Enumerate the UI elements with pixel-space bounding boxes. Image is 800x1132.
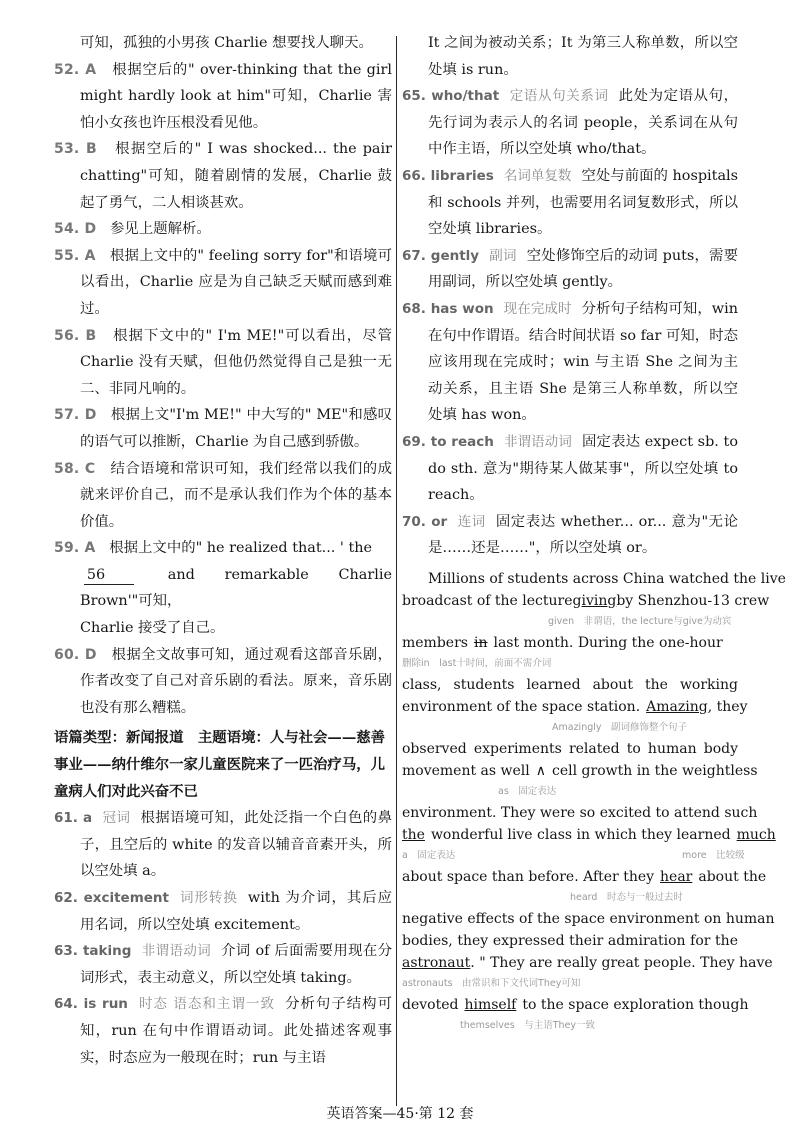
error-word: giving <box>572 592 617 609</box>
essay-line: class, students learned about the working <box>402 676 738 693</box>
continued-text: It 之间为被动关系；It 为第三人称单数，所以空处填 is run。 <box>428 35 738 78</box>
answer-57: 57. D 根据上文"I'm ME!" 中大写的" ME"和感叹的语气可以推断，Charlie 为自己感到骄傲。 <box>54 407 393 450</box>
essay-line: about space than before. After they hear about the <box>402 866 738 888</box>
essay-line: negative effects of the space environment on human <box>402 910 775 927</box>
answer-60: 60. D 根据全文故事可知，通过观看这部音乐剧，作者改变了自己对音乐剧的看法。原来，音乐剧也没有那么糟糕。 <box>54 646 392 716</box>
essay-line: environment of the space station. Amazing , they <box>402 696 738 718</box>
answer-67: 67. gently 副词 空处修饰空后的动词 puts，需要用副词，所以空处填 gently。 <box>402 247 739 291</box>
error-word: the <box>402 826 425 843</box>
answer-53: 53. B 根据空后的" I was shocked... the pair chatting"可知，随着剧情的发展，Charlie 鼓起了勇气，二人相谈甚欢。 <box>54 141 392 211</box>
page-footer: 英语答案—45·第 12 套 <box>326 1106 474 1122</box>
correction-note: a 固定表达 more 比较级 <box>402 849 745 861</box>
answer-62: 62. excitement 词形转换 with 为介词，其后应用名词，所以空处填 excitement。 <box>54 890 392 933</box>
essay-line: observed experiments related to human body <box>402 740 738 757</box>
essay-line: broadcast of the lecture giving by Shenzhou-13 crew <box>402 590 738 612</box>
answer-61: 61. a 冠词 根据语境可知，此处泛指一个白色的鼻子，且空后的 white 的发音以辅音音素开头，所以空处填 a。 <box>54 810 392 880</box>
blank-56: 56 <box>84 566 134 585</box>
error-word: astronaut <box>402 954 471 971</box>
correction-note: 删除in last十时间，前面不需介词 <box>402 657 552 669</box>
answer-70: 70. or 连词 固定表达 whether... or... 意为"无论是……还是……"，所以空处填 or。 <box>402 513 738 557</box>
answer-64: 64. is run 时态 语态和主谓一致 分析句子结构可知，run 在句中作谓语动词。此处描述客观事实，时态应为一般现在时；run 与主语 <box>54 996 392 1066</box>
right-column <box>402 30 786 1036</box>
error-word: Amazing <box>646 698 708 715</box>
error-word: himself <box>464 996 517 1013</box>
answer-69: 69. to reach 非谓语动词 固定表达 expect sb. to do sth. 意为"期待某人做某事"，所以空处填 to reach。 <box>402 433 738 504</box>
error-word: much <box>736 826 776 843</box>
essay-line: movement as well ∧ cell growth in the weightless <box>402 760 738 782</box>
correction-note: as 固定表达 <box>498 785 557 797</box>
essay-line: Millions of students across China watched the live <box>428 570 786 587</box>
answer-68: 68. has won 现在完成时 分析句子结构可知，win 在句中作谓语。结合时间状语 so far 可知，时态应该用现在完成时；win 与主语 She 之间为主动关系，且主语 She 是第三人称单数，所以空处填 has won。 <box>402 300 738 424</box>
section-heading: 语篇类型：新闻报道 主题语境：人与社会——慈善事业——纳什维尔一家儿童医院来了一匹治疗马，儿童病人们对此兴奋不已 <box>54 729 385 800</box>
essay-line: members in last month. During the one-hour <box>402 632 738 654</box>
answer-58: 58. C 结合语境和常识可知，我们经常以我们的成就来评价自己，而不是承认我们作为个体的基本价值。 <box>54 460 392 530</box>
correction-note: astronauts 由常识和下文代词They可知 <box>402 977 581 989</box>
answer-52: 52. A 根据空后的" over-thinking that the girl might hardly look at him"可知，Charlie 害怕小女孩也许压根没看见他。 <box>54 61 392 131</box>
answer-54: 54. D 参见上题解析。 <box>54 221 211 238</box>
essay-line: environment. They were so excited to attend such <box>402 804 758 821</box>
answer-65: 65. who/that 定语从句关系词 此处为定语从句，先行词为表示人的名词 people，关系词在从句中作主语，所以空处填 who/that。 <box>402 88 739 158</box>
insert-mark: ∧ <box>535 762 547 779</box>
answer-66: 66. libraries 名词单复数 空处与前面的 hospitals 和 schools 并列，也需要用名词复数形式，所以空处填 libraries。 <box>402 167 739 238</box>
answer-63: 63. taking 非谓语动词 介词 of 后面需要用现在分词形式，表主动意义，所以空处填 taking。 <box>54 943 393 986</box>
essay-line: bodies, they expressed their admiration for the <box>402 932 738 949</box>
answer-55: 55. A 根据上文中的" feeling sorry for"和语境可以看出，Charlie 应是为自己缺乏天赋而感到难过。 <box>54 247 393 317</box>
essay-line: devoted himself to the space exploration though <box>402 994 738 1016</box>
correction-essay <box>402 568 786 1036</box>
answer-59: 59. A 根据上文中的" he realized that... ' the 56 and remarkable Charlie Brown'"可知， Charlie 接受了自己。 <box>54 540 392 637</box>
answer-56: 56. B 根据下文中的" I'm ME!"可以看出，尽管 Charlie 没有天赋，但他仍然觉得自己是独一无二、非同凡响的。 <box>54 327 392 397</box>
essay-line: the wonderful live class in which they learned much <box>402 824 738 846</box>
correction-note: Amazingly 副词修饰整个句子 <box>552 721 688 733</box>
essay-line: astronaut . " They are really great people. They have <box>402 952 738 974</box>
left-column <box>54 30 392 1071</box>
correction-note: given 非谓语，the lecture与give为动宾 <box>548 615 732 627</box>
correction-note: heard 时态与一般过去时 <box>570 891 683 903</box>
intro-text: 可知，孤独的小男孩 Charlie 想要找人聊天。 <box>80 35 373 51</box>
error-word: in <box>473 634 488 651</box>
correction-note: themselves 与主语They一致 <box>460 1019 595 1031</box>
column-divider <box>396 36 397 1106</box>
error-word: hear <box>660 868 693 885</box>
